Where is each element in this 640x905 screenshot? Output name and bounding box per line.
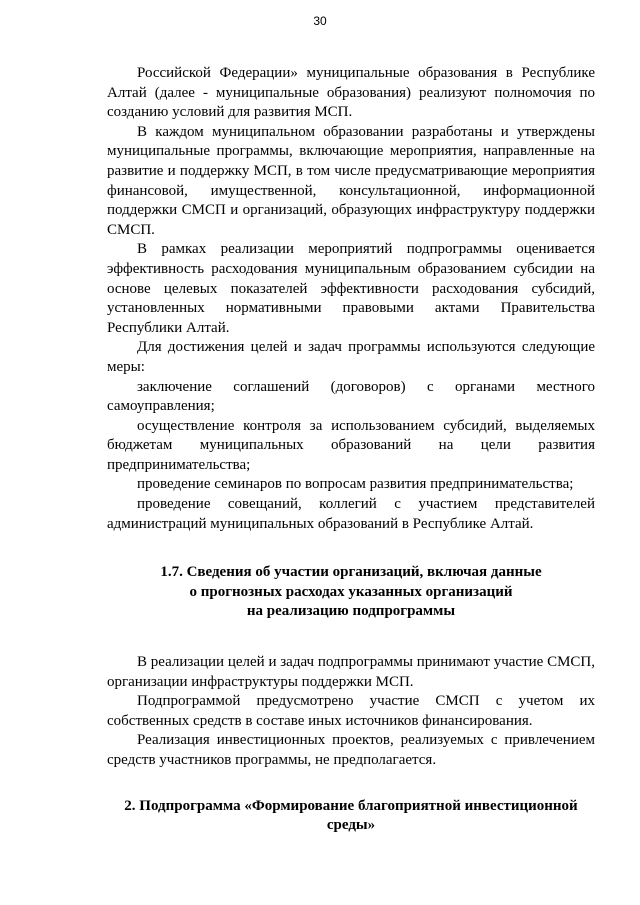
paragraph-1: Российской Федерации» муниципальные образования в Республике Алтай (далее - муниципальные образования) реализуют полномочия по созданию условий для развития МСП. [107, 65, 595, 121]
measure-item-1: заключение соглашений (договоров) с органами местного самоуправления; [107, 378, 595, 415]
section-2-heading [107, 797, 595, 836]
document-body [107, 64, 595, 836]
measure-item-3: проведение семинаров по вопросам развития предпринимательства; [137, 476, 574, 493]
section-1-7-heading-line-2: о прогнозных расходах указанных организаций [189, 583, 513, 600]
measure-item-2: осуществление контроля за использованием субсидий, выделяемых бюджетам муниципальных образований на цели развития предпринимательства; [107, 417, 595, 473]
paragraph-3: В рамках реализации мероприятий подпрограммы оценивается эффективность расходования муниципальным образованием субсидии на основе целевых показателей эффективности расходования субсидий, установленных нормативными правовыми актами Правительства Республики Алтай. [107, 241, 595, 336]
section-1-7-heading-line-1: 1.7. Сведения об участии организаций, включая данные [160, 564, 542, 581]
paragraph-4: Для достижения целей и задач программы используются следующие меры: [107, 339, 595, 375]
section-1-7-paragraph-1: В реализации целей и задач подпрограммы принимают участие СМСП, организации инфраструктуры поддержки МСП. [107, 654, 595, 690]
section-1-7-paragraph-3: Реализация инвестиционных проектов, реализуемых с привлечением средств участников программы, не предполагается. [107, 732, 595, 768]
section-1-7-heading [107, 563, 595, 622]
section-1-7-paragraph-2: Подпрограммой предусмотрено участие СМСП с учетом их собственных средств в составе иных источников финансирования. [107, 693, 595, 729]
section-1-7-heading-line-3: на реализацию подпрограммы [246, 603, 456, 620]
section-2-heading-line-2: среды» [326, 817, 376, 834]
page-number: 30 [313, 14, 327, 28]
paragraph-2: В каждом муниципальном образовании разработаны и утверждены муниципальные программы, включающие мероприятия, направленные на развитие и поддержку МСП, в том числе предусматривающие мероприятия финансовой, имущественной, консультационной, информационной поддержки СМСП и организаций, образующих инфраструктуру поддержки СМСП. [107, 123, 595, 238]
measure-item-4: проведение совещаний, коллегий с участием представителей администраций муниципальных образований в Республике Алтай. [107, 496, 595, 532]
section-2-heading-line-1: 2. Подпрограмма «Формирование благоприятной инвестиционной [124, 797, 578, 814]
